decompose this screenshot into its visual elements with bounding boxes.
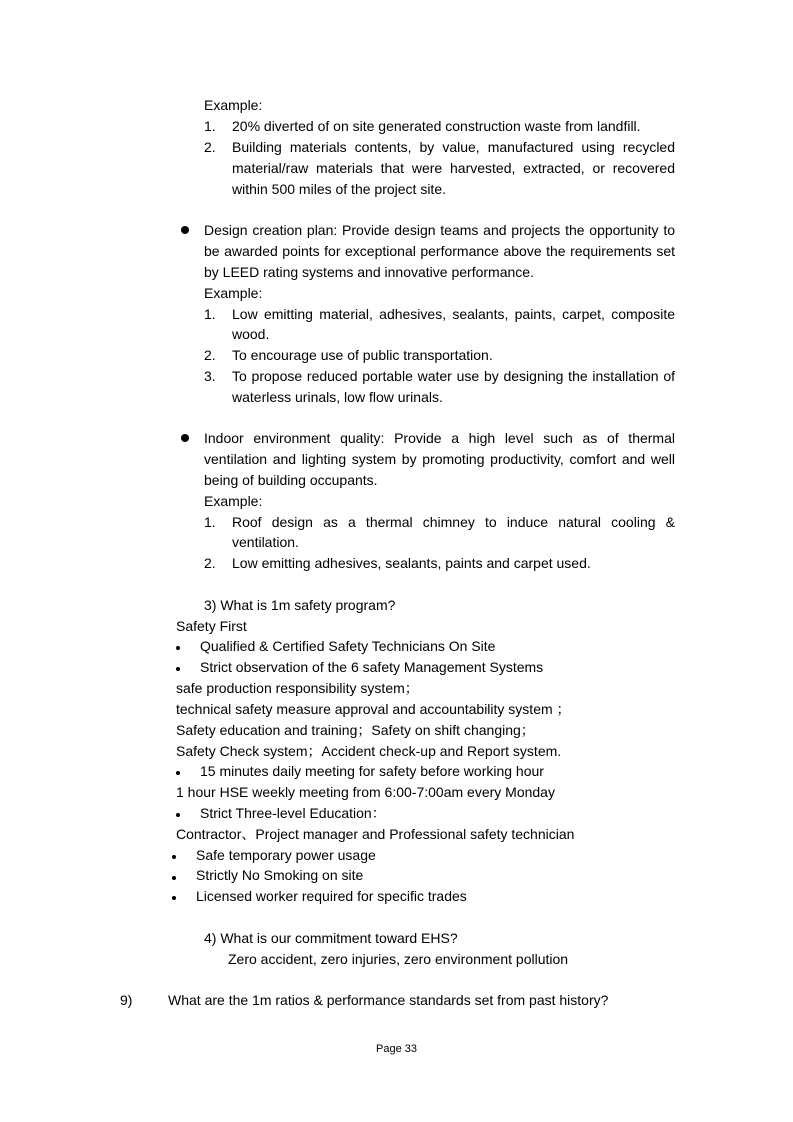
example-label: Example: <box>204 97 263 113</box>
list-item-text: To propose reduced portable water use by designing the installation of <box>232 368 675 384</box>
bullet-icon <box>176 667 180 671</box>
bullet-text: Strict Three-level Education： <box>200 805 386 821</box>
example-label: Example: <box>204 285 263 301</box>
list-item-text: ventilation. <box>232 534 299 550</box>
safety-first-text: Safety First <box>176 618 247 634</box>
system-line: safe production responsibility system； <box>176 680 419 696</box>
list-number: 2. <box>204 139 216 155</box>
question-heading: 4) What is our commitment toward EHS? <box>204 930 458 946</box>
bullet-icon <box>181 434 189 442</box>
list-item-text: Roof design as a thermal chimney to induce natural cooling & <box>232 514 675 530</box>
bullet-icon <box>176 646 180 650</box>
list-item-text: Building materials contents, by value, manufactured using recycled <box>232 139 675 155</box>
list-item-text: Low emitting adhesives, sealants, paints and carpet used. <box>232 555 591 571</box>
list-item-text: material/raw materials that were harvested, extracted, or recovered <box>232 160 675 176</box>
system-line: Safety Check system；Accident check-up and Report system. <box>176 743 562 759</box>
hse-meeting-line: 1 hour HSE weekly meeting from 6:00-7:00am every Monday <box>176 784 555 800</box>
system-line: technical safety measure approval and accountability system ； <box>176 701 571 717</box>
bullet-text: 15 minutes daily meeting for safety before working hour <box>200 763 544 779</box>
list-number: 3. <box>204 368 216 384</box>
list-number: 1. <box>204 118 216 134</box>
bullet-text: Strict observation of the 6 safety Management Systems <box>200 659 544 675</box>
bullet-text: Licensed worker required for specific trades <box>196 888 467 904</box>
bullet-text: Strictly No Smoking on site <box>196 867 364 883</box>
list-item-text: 20% diverted of on site generated construction waste from landfill. <box>232 118 641 134</box>
paragraph-line: by LEED rating systems and innovative performance. <box>204 264 534 280</box>
list-item-text: waterless urinals, low flow urinals. <box>232 389 443 405</box>
system-line: Safety education and training；Safety on shift changing； <box>176 722 535 738</box>
bullet-icon <box>172 855 176 859</box>
list-item-text: Low emitting material, adhesives, sealants, paints, carpet, composite <box>232 306 675 322</box>
list-item-text: To encourage use of public transportation. <box>232 347 493 363</box>
list-number: 2. <box>204 347 216 363</box>
question-text: What are the 1m ratios & performance standards set from past history? <box>168 992 609 1008</box>
paragraph-line: be awarded points for exceptional performance above the requirements set <box>204 243 675 259</box>
paragraph-line: ventilation and lighting system by promoting productivity, comfort and well <box>204 451 675 467</box>
page-number: Page 33 <box>376 1043 417 1055</box>
bullet-icon <box>176 771 180 775</box>
list-number: 1. <box>204 306 216 322</box>
contractor-line: Contractor、Project manager and Professional safety technician <box>176 826 575 842</box>
bullet-icon <box>172 896 176 900</box>
list-number: 2. <box>204 555 216 571</box>
paragraph-line: Indoor environment quality: Provide a high level such as of thermal <box>204 430 675 446</box>
question-heading: 3) What is 1m safety program? <box>204 597 396 613</box>
bullet-icon <box>176 813 180 817</box>
bullet-icon <box>172 876 176 880</box>
paragraph-line: being of building occupants. <box>204 472 378 488</box>
list-number: 1. <box>204 514 216 530</box>
question-number: 9) <box>120 992 133 1008</box>
list-item-text: wood. <box>232 326 270 342</box>
bullet-text: Safe temporary power usage <box>196 847 376 863</box>
paragraph-line: Design creation plan: Provide design teams and projects the opportunity to <box>204 222 675 238</box>
example-label: Example: <box>204 493 263 509</box>
answer-text: Zero accident, zero injuries, zero environment pollution <box>228 951 569 967</box>
list-item-text: within 500 miles of the project site. <box>232 181 446 197</box>
bullet-icon <box>181 226 189 234</box>
bullet-text: Qualified & Certified Safety Technicians On Site <box>200 638 496 654</box>
